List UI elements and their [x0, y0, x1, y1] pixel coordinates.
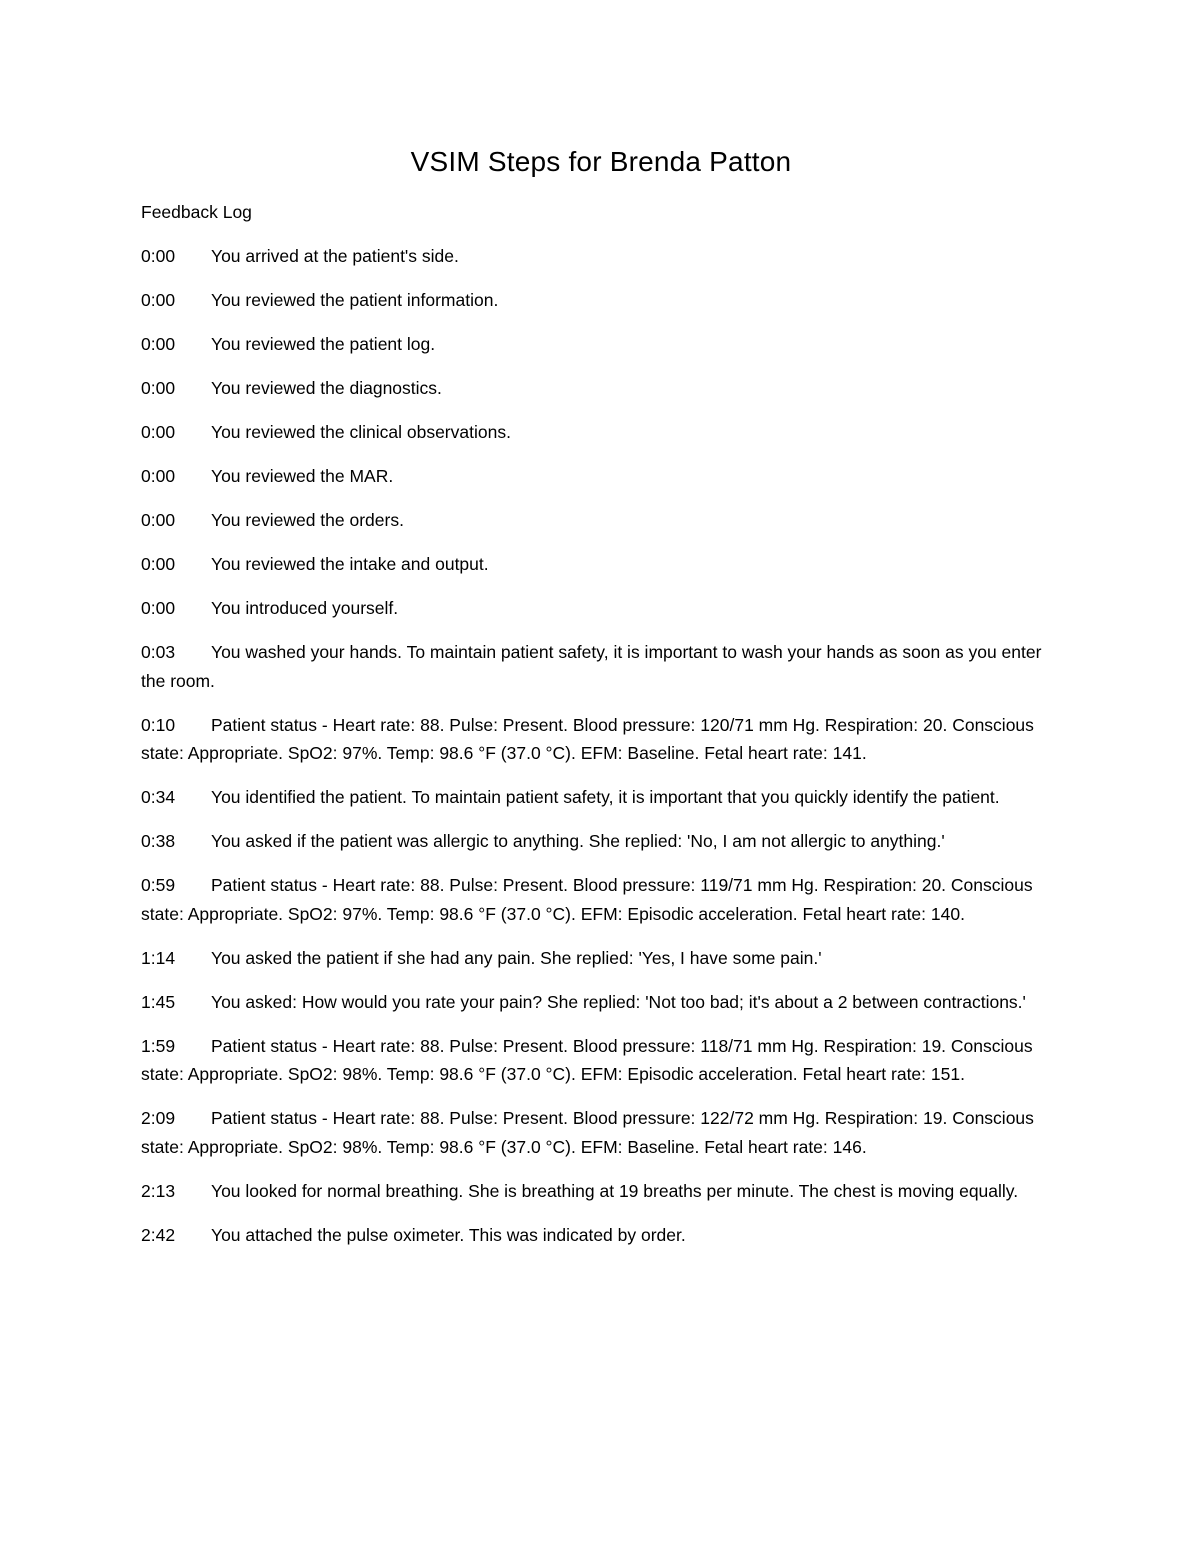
log-entry: [141, 418, 1061, 447]
log-entry: [141, 1104, 1061, 1161]
log-entry-text: You asked the patient if she had any pain. She replied: 'Yes, I have some pain.': [211, 947, 822, 968]
log-entry-text: Patient status - Heart rate: 88. Pulse: Present. Blood pressure: 120/71 mm Hg. Respiration: 20. Conscious state: Appropriate. SpO2: 97%. Temp: 98.6 °F (37.0 °C). EFM: Baseline. Fetal heart rate: 141.: [141, 714, 1034, 763]
log-entry: [141, 827, 1061, 856]
log-entry-text: You introduced yourself.: [211, 598, 399, 618]
log-entry-time: 0:00: [141, 378, 176, 398]
log-entry-time: 0:00: [141, 290, 176, 310]
log-entry: [141, 783, 1061, 812]
log-entry-text: You identified the patient. To maintain patient safety, it is important that you quickly identify the patient.: [211, 787, 1000, 807]
log-entry-time: 0:00: [141, 554, 176, 574]
log-entry: [141, 550, 1061, 579]
log-entry: [141, 1221, 1061, 1250]
log-entry-time: 0:00: [141, 422, 176, 442]
log-entry: [141, 330, 1061, 359]
log-entry-time: 2:13: [141, 1180, 176, 1201]
log-entry-time: 0:59: [141, 875, 176, 895]
log-entry: [141, 594, 1061, 623]
log-entry: [141, 242, 1061, 271]
log-entry-text: You reviewed the orders.: [211, 510, 404, 530]
log-entry-text: You looked for normal breathing. She is breathing at 19 breaths per minute. The chest is moving equally.: [211, 1180, 1019, 1201]
log-entry: [141, 506, 1061, 535]
log-entry: [141, 462, 1061, 491]
log-entry: [141, 988, 1061, 1017]
log-entry-time: 0:10: [141, 714, 176, 735]
log-entry-time: 2:42: [141, 1224, 176, 1245]
log-entry-text: You reviewed the patient log.: [211, 334, 436, 354]
log-entry: [141, 638, 1061, 695]
log-entry: [141, 286, 1061, 315]
log-entry-time: 1:45: [141, 991, 176, 1012]
log-entry: [141, 1032, 1061, 1089]
log-entry-text: You reviewed the intake and output.: [211, 554, 489, 574]
log-entry-text: You asked: How would you rate your pain? She replied: 'Not too bad; it's about a 2 between contractions.': [211, 991, 1026, 1012]
feedback-log-heading: Feedback Log: [141, 202, 252, 222]
log-entry-text: You reviewed the patient information.: [211, 290, 499, 310]
log-entry: [141, 1177, 1061, 1206]
log-entry-time: 0:00: [141, 246, 176, 266]
log-entry-time: 1:14: [141, 947, 176, 968]
log-entry-time: 0:03: [141, 642, 176, 662]
log-entry-text: Patient status - Heart rate: 88. Pulse: Present. Blood pressure: 119/71 mm Hg. Respiration: 20. Conscious state: Appropriate. SpO2: 97%. Temp: 98.6 °F (37.0 °C). EFM: Episodic acceleration. Fetal heart rate: 140.: [141, 875, 1033, 924]
document-title: VSIM Steps for Brenda Patton: [410, 146, 792, 177]
log-entry-time: 0:00: [141, 466, 176, 486]
log-entry-text: You asked if the patient was allergic to anything. She replied: 'No, I am not allergic to anything.': [211, 831, 945, 851]
log-entry: [141, 871, 1061, 928]
log-entry: [141, 711, 1061, 768]
log-entry-text: You attached the pulse oximeter. This was indicated by order.: [211, 1224, 686, 1245]
log-entry-time: 1:59: [141, 1035, 176, 1056]
log-entry-time: 0:00: [141, 598, 176, 618]
log-entry-text: You reviewed the diagnostics.: [211, 378, 442, 398]
log-entry-time: 2:09: [141, 1108, 176, 1128]
feedback-log: [141, 242, 1061, 1249]
log-entry-text: You reviewed the MAR.: [211, 466, 394, 486]
log-entry-text: You arrived at the patient's side.: [211, 246, 459, 266]
log-entry: [141, 944, 1061, 973]
log-entry-time: 0:00: [141, 334, 176, 354]
log-entry-text: You reviewed the clinical observations.: [211, 422, 511, 442]
log-entry-text: Patient status - Heart rate: 88. Pulse: Present. Blood pressure: 122/72 mm Hg. Respiration: 19. Conscious state: Appropriate. SpO2: 98%. Temp: 98.6 °F (37.0 °C). EFM: Baseline. Fetal heart rate: 146.: [141, 1108, 1034, 1157]
log-entry: [141, 374, 1061, 403]
log-entry-text: Patient status - Heart rate: 88. Pulse: Present. Blood pressure: 118/71 mm Hg. Respiration: 19. Conscious state: Appropriate. SpO2: 98%. Temp: 98.6 °F (37.0 °C). EFM: Episodic acceleration. Fetal heart rate: 151.: [141, 1035, 1033, 1084]
log-entry-text: You washed your hands. To maintain patient safety, it is important to wash your hands as soon as you enter the room.: [141, 642, 1042, 691]
log-entry-time: 0:34: [141, 787, 176, 807]
log-entry-time: 0:00: [141, 510, 176, 530]
document-page: [141, 140, 1061, 1265]
log-entry-time: 0:38: [141, 831, 176, 851]
